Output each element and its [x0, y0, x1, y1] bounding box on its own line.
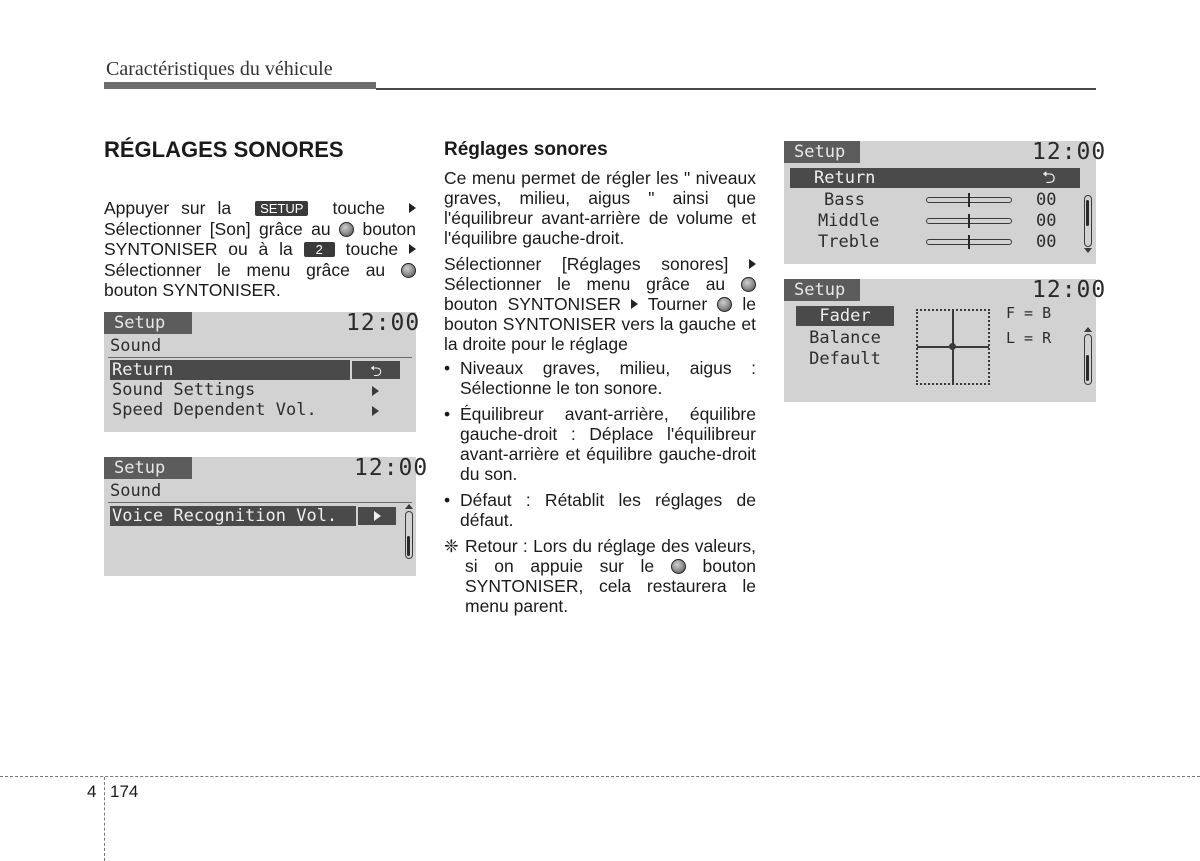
preset-2-key-icon: 2: [304, 242, 335, 257]
intro-paragraph: Appuyer sur la SETUP touche Sélectionner [Son] grâce au bouton SYNTONISER ou à la 2 touche Sélectionner le menu grâce au bouton SYNTONISER.: [104, 198, 416, 300]
screen-title: Setup: [104, 457, 192, 479]
divider: [108, 502, 412, 503]
screen-subtitle: Sound: [110, 336, 162, 356]
middle-slider-thumb[interactable]: [968, 214, 970, 228]
chevron-right-icon: [374, 511, 381, 521]
screen-title: Setup: [784, 141, 860, 163]
menu-item-sound-settings[interactable]: Sound Settings: [112, 380, 256, 400]
lcd-screen-sound-menu: [104, 310, 421, 432]
scrollbar-thumb[interactable]: [1086, 200, 1089, 226]
footer-rule: [0, 776, 1200, 777]
subsection-heading: Réglages sonores: [444, 139, 608, 160]
lcd-screen-tone: [784, 139, 1107, 264]
slider-label-middle: Middle: [818, 211, 880, 231]
list-item: • Niveaux graves, milieu, aigus : Sélectionne le ton sonore.: [444, 358, 756, 398]
tune-knob-icon: [671, 559, 686, 574]
slider-value-treble: 00: [1036, 232, 1057, 252]
slider-label-treble: Treble: [818, 232, 880, 252]
chevron-right-icon: [372, 406, 379, 416]
section-heading: RÉGLAGES SONORES: [104, 137, 344, 162]
arrow-right-icon: [749, 259, 756, 269]
divider: [108, 357, 412, 358]
balance-readout: L = R: [1006, 329, 1052, 347]
arrow-right-icon: [409, 244, 416, 254]
menu-item-voice-recognition-vol[interactable]: Voice Recognition Vol.: [110, 506, 356, 526]
tune-knob-icon: [401, 263, 416, 278]
chevron-right-icon: [372, 386, 379, 396]
tune-knob-icon: [339, 222, 354, 237]
tune-knob-icon: [717, 297, 732, 312]
header-rule: [104, 82, 376, 89]
menu-item-default[interactable]: Default: [809, 349, 881, 369]
menu-item-balance[interactable]: Balance: [809, 328, 881, 348]
clock: 12:00: [1032, 139, 1107, 165]
menu-item-speed-dependent-vol[interactable]: Speed Dependent Vol.: [112, 400, 317, 420]
chapter-number: 4: [87, 782, 97, 801]
tune-knob-icon: [741, 277, 756, 292]
note-mark-icon: ❈: [444, 536, 459, 556]
lcd-screen-fader-balance: [784, 277, 1107, 402]
scroll-up-icon: [1084, 327, 1092, 332]
screen-title: Setup: [104, 312, 192, 334]
middle-column: [444, 140, 756, 616]
list-item: • Équilibreur avant-arrière, équilibre gauche-droit : Déplace l'équilibreur avant-arrière et équilibre gauche-droit du son.: [444, 404, 756, 484]
scrollbar[interactable]: [1084, 334, 1092, 385]
scrollbar[interactable]: [1084, 195, 1092, 247]
header-rule-thin: [376, 88, 1096, 90]
options-list: [444, 358, 756, 530]
lcd-screen-voice-menu: [104, 455, 429, 576]
menu-item-fader[interactable]: Fader: [796, 306, 894, 326]
page-number: 174: [110, 782, 139, 801]
scroll-down-icon: [1084, 248, 1092, 253]
list-item: • Défaut : Rétablit les réglages de défaut.: [444, 490, 756, 530]
menu-item-return[interactable]: Return: [790, 168, 1080, 188]
footer-vertical-rule: [104, 777, 105, 861]
setup-key-icon: SETUP: [255, 201, 308, 216]
treble-slider-thumb[interactable]: [968, 235, 970, 249]
scrollbar-thumb[interactable]: [407, 536, 410, 556]
slider-value-bass: 00: [1036, 190, 1057, 210]
menu-item-return[interactable]: Return: [110, 360, 350, 380]
screen-subtitle: Sound: [110, 481, 162, 501]
position-marker-icon[interactable]: [949, 343, 956, 350]
slider-label-bass: Bass: [824, 190, 865, 210]
clock: 12:00: [346, 310, 421, 336]
intro-paragraph: Ce menu permet de régler les " niveaux graves, milieu, aigus " ainsi que l'équilibreur avant-arrière de volume et l'équilibre gauche-droit.: [444, 168, 756, 248]
return-icon: ⮌: [1042, 168, 1056, 188]
left-column: [104, 137, 416, 301]
scrollbar[interactable]: [405, 511, 413, 559]
slider-value-middle: 00: [1036, 211, 1057, 231]
instructions-paragraph: Sélectionner [Réglages sonores] Sélectionner le menu grâce au bouton SYNTONISER Tourner le bouton SYNTONISER vers la gauche et la droite pour le réglage: [444, 254, 756, 354]
screen-title: Setup: [784, 279, 860, 301]
arrow-right-icon: [409, 203, 416, 213]
bass-slider-thumb[interactable]: [968, 193, 970, 207]
return-note: ❈ Retour : Lors du réglage des valeurs, si on appuie sur le bouton SYNTONISER, cela restaurera le menu parent.: [444, 536, 756, 616]
return-icon[interactable]: ⮌: [352, 361, 400, 379]
fader-readout: F = B: [1006, 304, 1052, 322]
scrollbar-thumb[interactable]: [1086, 355, 1089, 381]
clock: 12:00: [354, 455, 429, 481]
clock: 12:00: [1032, 277, 1107, 303]
arrow-right-icon: [631, 299, 638, 309]
header-title: Caractéristiques du véhicule: [106, 58, 333, 80]
scroll-up-icon: [405, 504, 413, 509]
